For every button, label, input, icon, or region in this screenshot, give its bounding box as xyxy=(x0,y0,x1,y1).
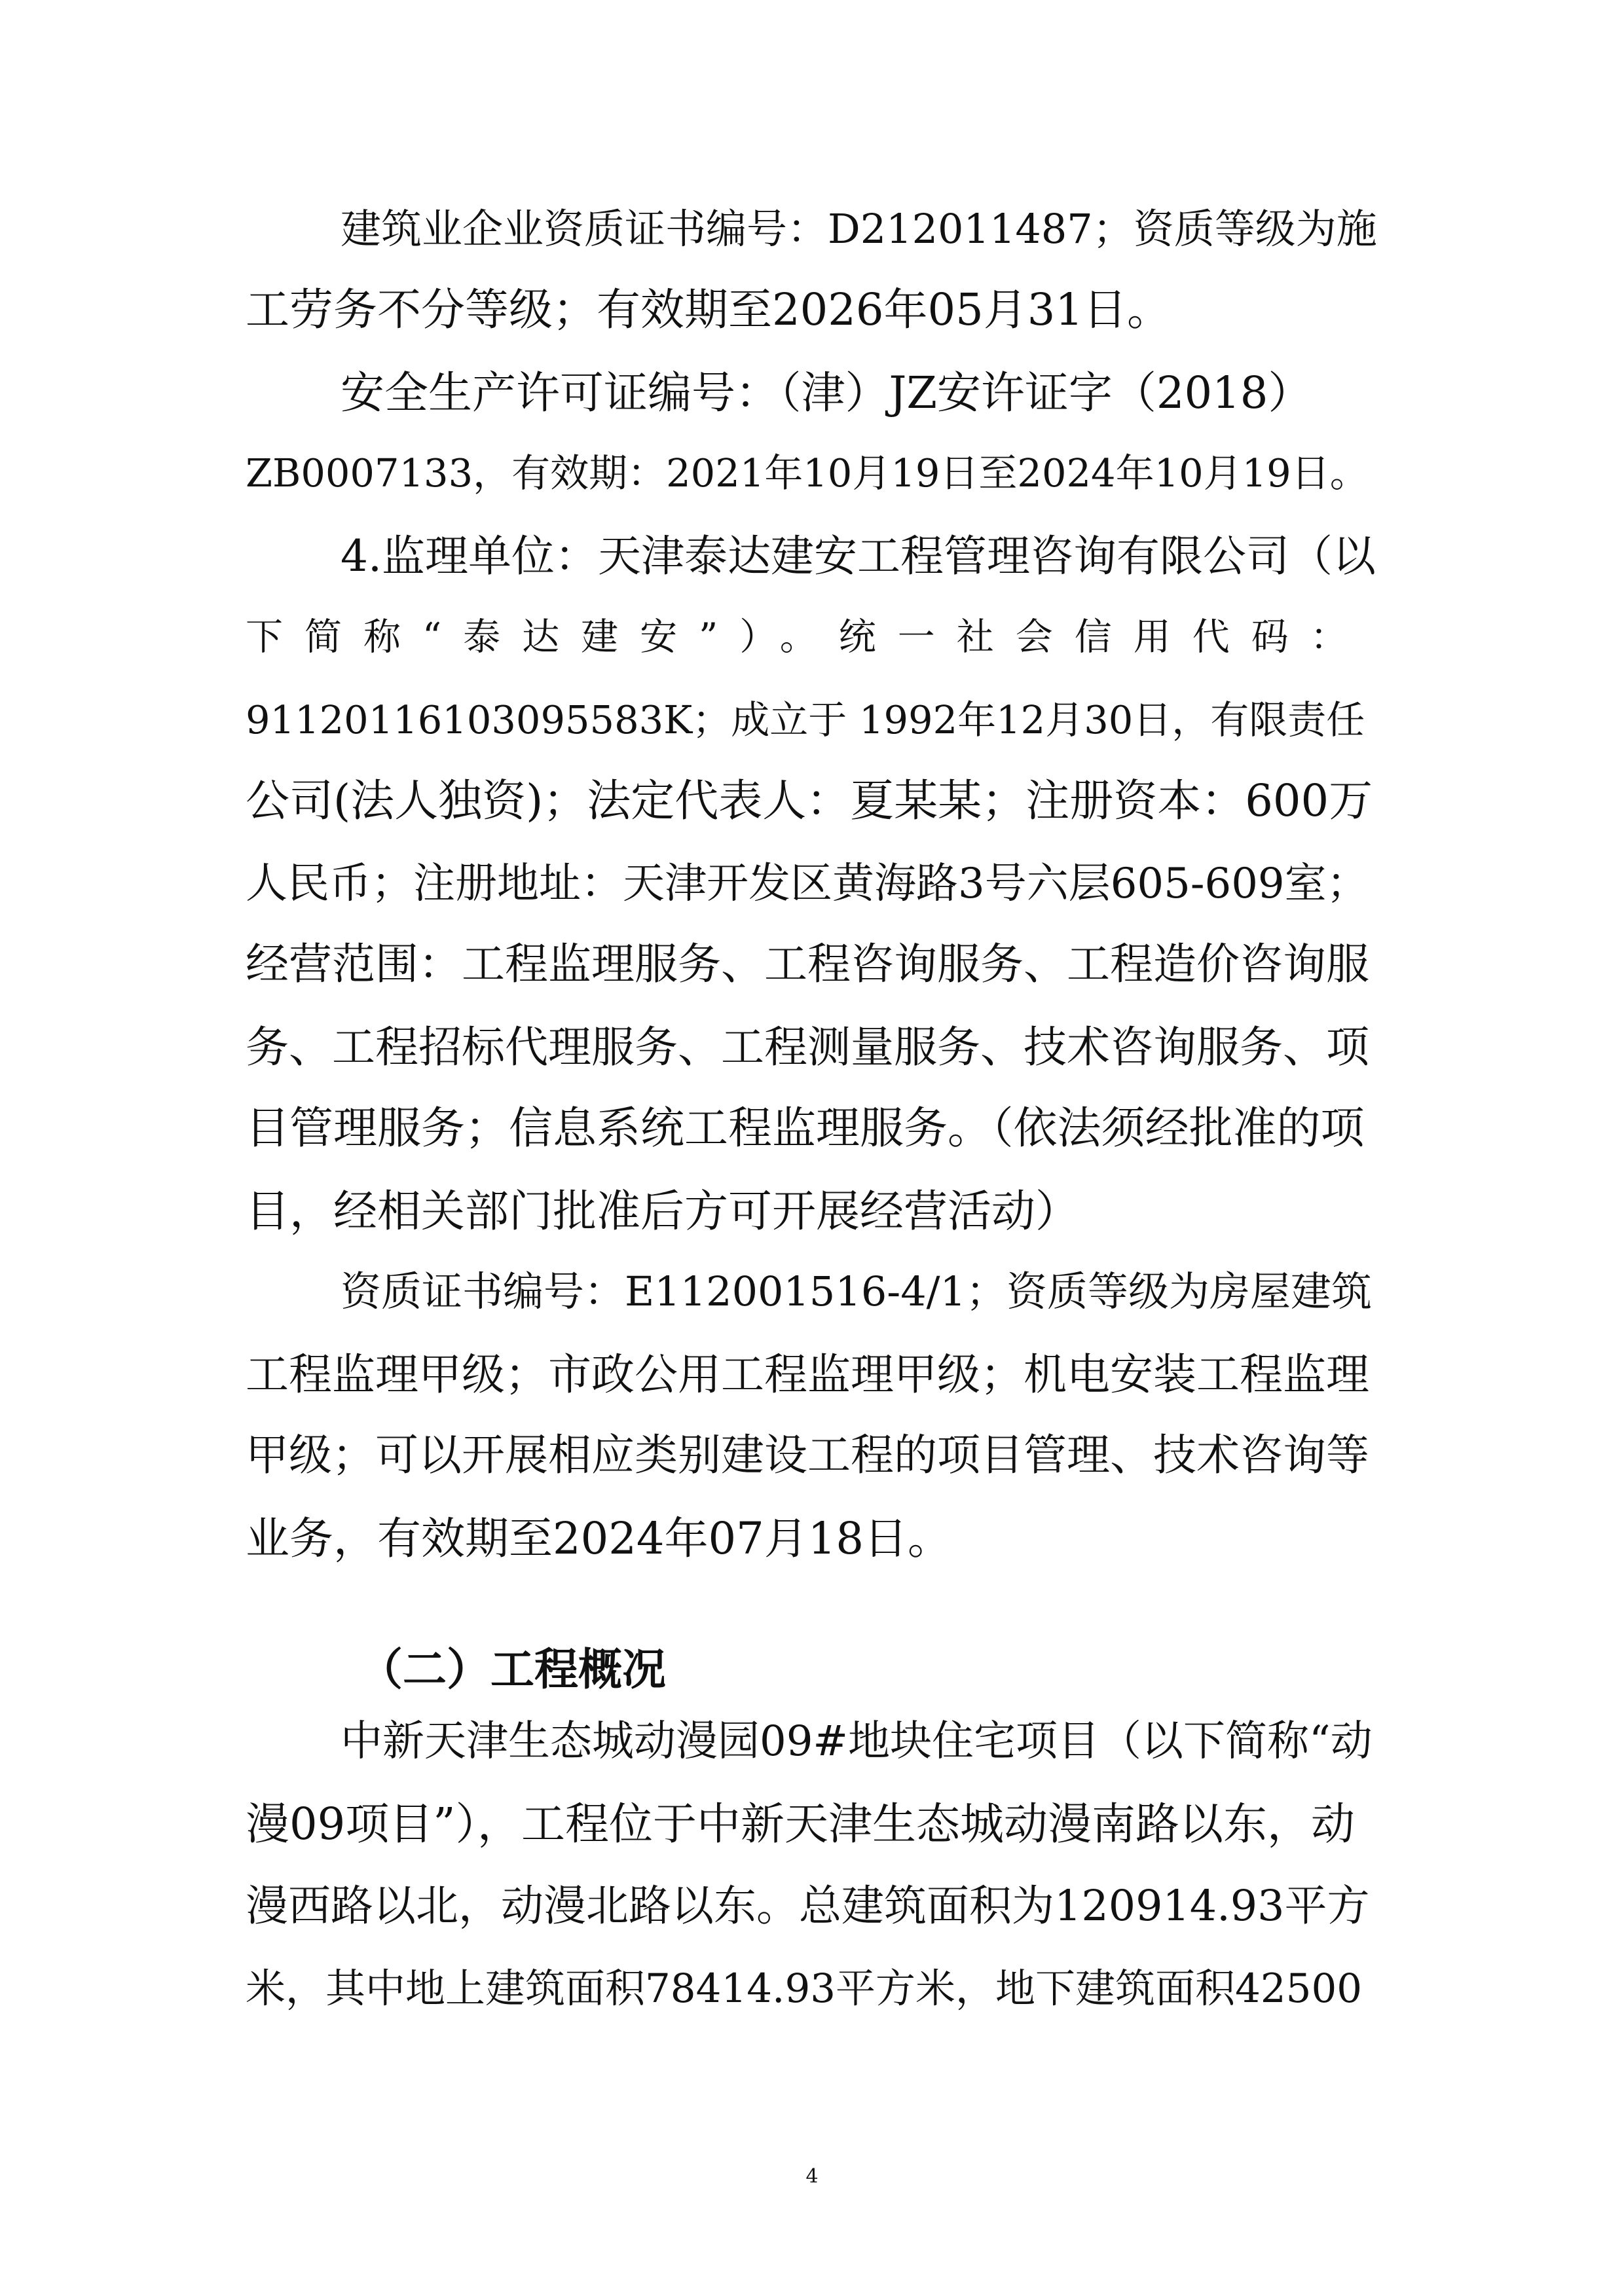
text-line: 务、工程招标代理服务、工程测量服务、技术咨询服务、项 xyxy=(246,1022,1369,1072)
text-line: 人民币；注册地址：天津开发区黄海路3号六层605-609室； xyxy=(246,860,1369,908)
text-line: 目管理服务；信息系统工程监理服务。（依法须经批准的项 xyxy=(246,1102,1365,1154)
text-line: 米，其中地上建筑面积78414.93平方米，地下建筑面积42500 xyxy=(246,1965,1363,2012)
text-line: 资质证书编号：E112001516-4/1；资质等级为房屋建筑 xyxy=(341,1267,1373,1315)
text-line: 漫09项目”），工程位于中新天津生态城动漫南路以东，动 xyxy=(246,1798,1356,1850)
section-heading: （二）工程概况 xyxy=(359,1643,666,1695)
text-line: 下简称“泰达建安”）。统一社会信用代码： xyxy=(246,615,1369,659)
text-line: 漫西路以北，动漫北路以东。总建筑面积为120914.93平方 xyxy=(246,1882,1370,1931)
text-line: 公司(法人独资)；法定代表人：夏某某；注册资本：600万 xyxy=(246,775,1373,826)
text-line: 业务，有效期至2024年07月18日。 xyxy=(246,1513,952,1564)
text-line: 甲级；可以开展相应类别建设工程的项目管理、技术咨询等 xyxy=(246,1430,1369,1480)
text-line: 91120116103095583K；成立于 1992年12月30日，有限责任 xyxy=(246,697,1365,742)
text-line: ZB0007133，有效期：2021年10月19日至2024年10月19日。 xyxy=(246,450,1369,496)
text-line: 4.监理单位：天津泰达建安工程管理咨询有限公司（以 xyxy=(341,531,1376,581)
text-line: 工程监理甲级；市政公用工程监理甲级；机电安装工程监理 xyxy=(246,1349,1369,1400)
page-number: 4 xyxy=(805,2165,819,2188)
text-line: 目，经相关部门批准后方可开展经营活动） xyxy=(246,1186,1079,1237)
text-line: 建筑业企业资质证书编号：D212011487；资质等级为施 xyxy=(341,205,1377,253)
text-line: 中新天津生态城动漫园09#地块住宅项目（以下简称“动 xyxy=(341,1717,1373,1766)
text-line: 经营范围：工程监理服务、工程咨询服务、工程造价咨询服 xyxy=(246,939,1369,989)
text-line: 工劳务不分等级；有效期至2026年05月31日。 xyxy=(246,284,1172,335)
text-line: 安全生产许可证编号：（津）JZ安许证字（2018） xyxy=(341,367,1312,418)
